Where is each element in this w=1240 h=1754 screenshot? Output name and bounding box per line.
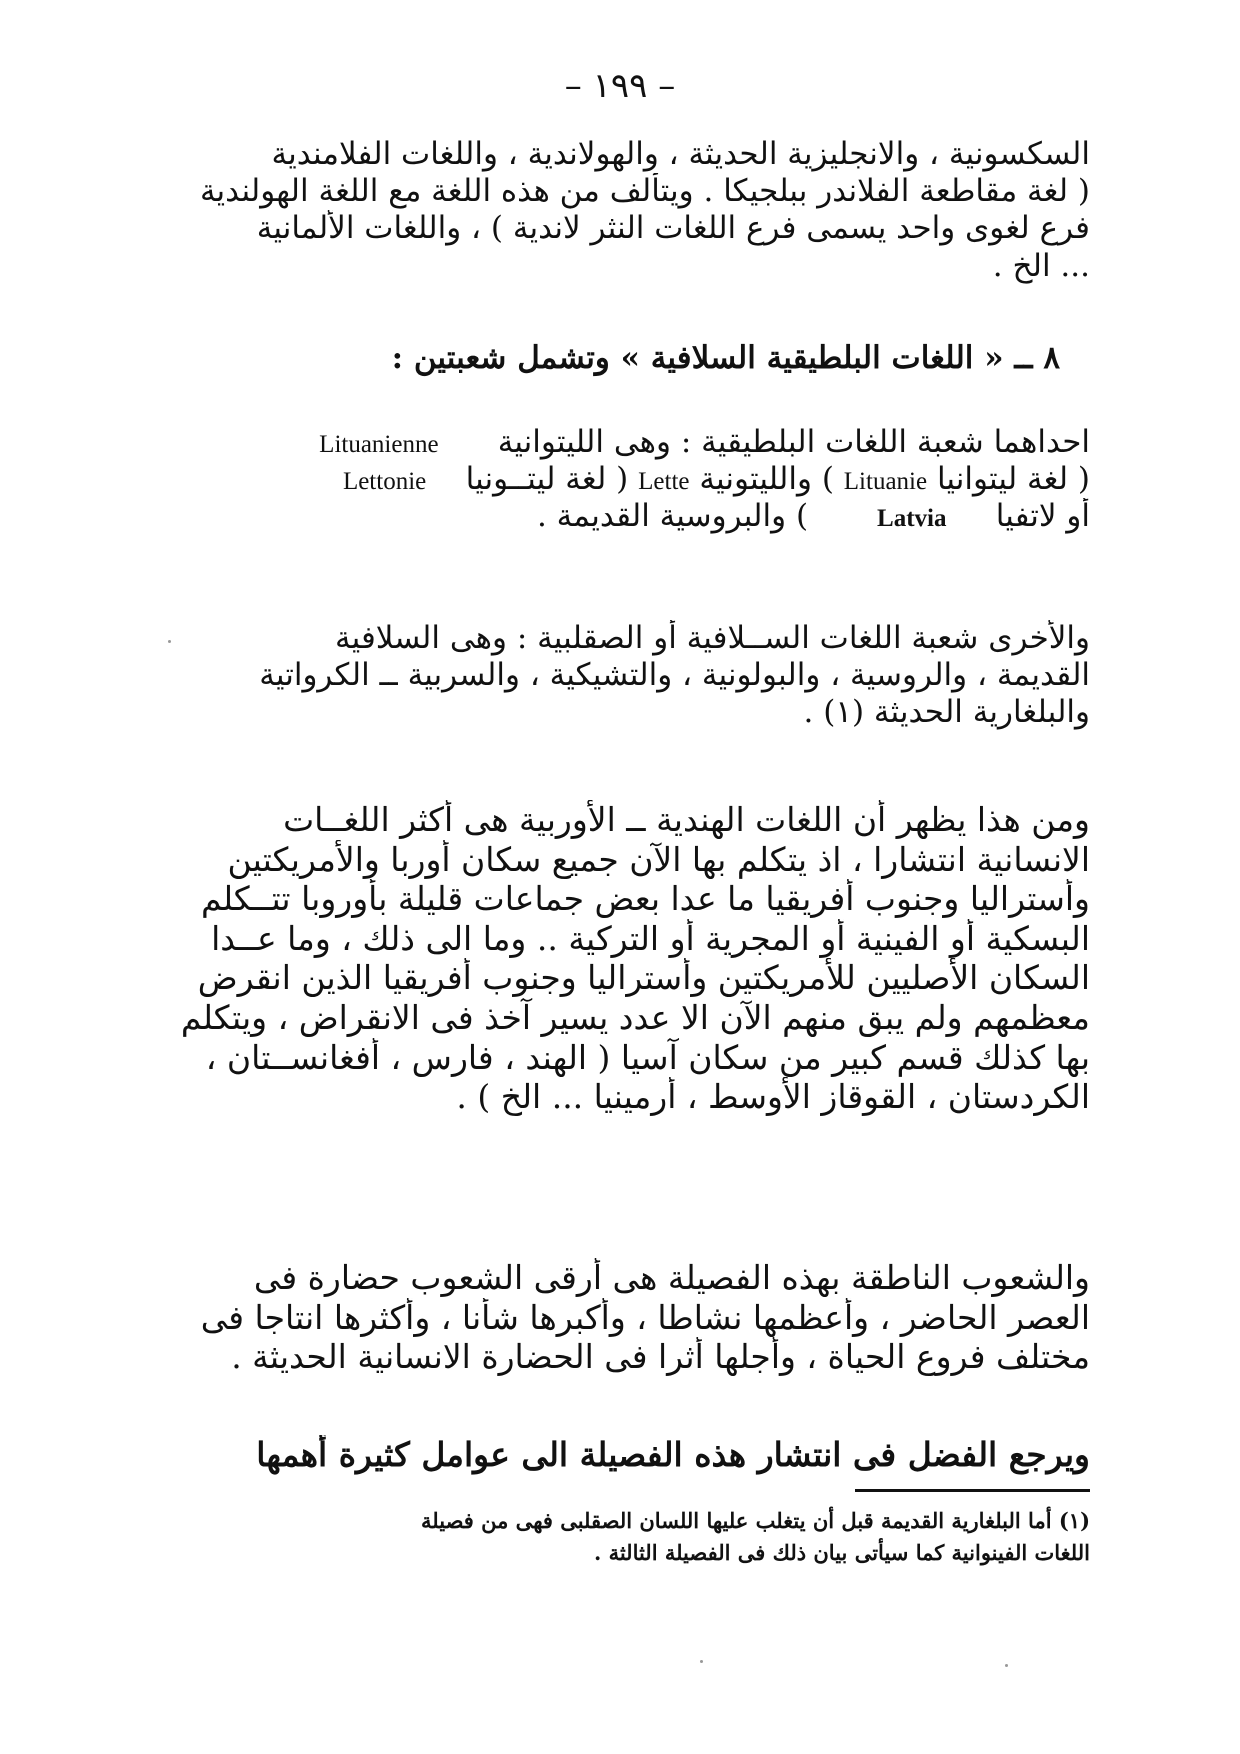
text-line: والبلغارية الحديثة (١) . (803, 694, 1090, 731)
scan-speck (168, 640, 171, 643)
latin-term: Latvia (877, 505, 947, 533)
paragraph-1 (175, 136, 1090, 285)
arabic-segment: ) والبروسية القديمة . (536, 498, 809, 535)
text-line: مختلف فروع الحياة ، وأجلها أثرا فى الحضارة الانسانية الحديثة . (231, 1337, 1090, 1377)
text-line: السكان الأصليين للأمريكتين وأستراليا وجنوب أفريقيا الذين انقرض (197, 958, 1090, 998)
text-line: والأخرى شعبة اللغات الســلافية أو الصقلبية : وهى السلافية (334, 620, 1090, 656)
footnote (175, 1505, 1090, 1568)
scan-speck (1005, 1664, 1008, 1667)
text-line: فرع لغوى واحد يسمى فرع اللغات النثر لاندية ) ، واللغات الألمانية (256, 210, 1090, 247)
paragraph-5 (175, 800, 1090, 1117)
text-line: معظمهم ولم يبق منهم الآن الا عدد يسير آخذ فى الانقراض ، ويتكلم (180, 997, 1090, 1037)
text-line: ومن هذا يظهر أن اللغات الهندية ــ الأوربية هى أكثر اللغــات (283, 800, 1090, 839)
text-line: القديمة ، والروسية ، والبولونية ، والتشيكية ، والسربية ــ الكرواتية (259, 657, 1090, 694)
text-line: البسكية أو الفينية أو المجرية أو التركية .. وما الى ذلك ، وما عــدا (211, 918, 1090, 958)
arabic-segment: أو لاتفيا (995, 498, 1090, 535)
text-line (175, 461, 1090, 498)
scan-speck (700, 1660, 703, 1663)
text-line: الانسانية انتشارا ، اذ يتكلم بها الآن جميع سكان أوربا والأمريكتين (227, 839, 1090, 879)
page-number: – ١٩٩ – (564, 66, 676, 106)
paragraph-4 (175, 620, 1090, 732)
latin-term: Lettonie (342, 468, 427, 496)
footnote-separator (855, 1489, 1090, 1492)
latin-term: Lituanie (843, 468, 928, 496)
text-line (175, 498, 1090, 535)
text-line (175, 424, 1090, 461)
text-line: ٨ ــ « اللغات البلطيقية السلافية » وتشمل شعبتين : (391, 340, 1060, 376)
text-line: ... الخ . (992, 247, 1090, 284)
text-line: ويرجع الفضل فى انتشار هذه الفصيلة الى عوامل كثيرة أهمها (256, 1435, 1090, 1474)
paragraph-2-heading (145, 340, 1060, 377)
text-line: السكسونية ، والانجليزية الحديثة ، والهولاندية ، واللغات الفلامندية (271, 136, 1090, 172)
text-line: العصر الحاضر ، وأعظمها نشاطا ، وأكبرها شأنا ، وأكثرها انتاجا فى (200, 1297, 1090, 1337)
latin-term: Lituanienne (319, 431, 439, 458)
paragraph-7 (175, 1435, 1090, 1475)
arabic-segment: ( لغة ليتــونيا (465, 461, 629, 498)
arabic-segment: ( لغة ليتوانيا (936, 461, 1090, 498)
text-line: الكردستان ، القوقاز الأوسط ، أرمينيا ... الخ ) . (456, 1077, 1090, 1117)
arabic-segment: احداهما شعبة اللغات البلطيقية : وهى الليتوانية (497, 424, 1090, 460)
footnote-line: اللغات الفينوانية كما سيأتى بيان ذلك فى الفصيلة الثالثة . (593, 1539, 1090, 1565)
text-line: وأستراليا وجنوب أفريقيا ما عدا بعض جماعات قليلة بأوروبا تتــكلم (201, 879, 1090, 919)
text-line: والشعوب الناطقة بهذه الفصيلة هى أرقى الشعوب حضارة فى (253, 1258, 1090, 1297)
text-line: بها كذلك قسم كبير من سكان آسيا ( الهند ، فارس ، أفغانســتان ، (205, 1037, 1090, 1077)
paragraph-3 (175, 424, 1090, 536)
latin-term: Lette (638, 468, 690, 496)
text-line: ( لغة مقاطعة الفلاندر ببلجيكا . ويتألف من هذه اللغة مع اللغة الهولندية (199, 173, 1090, 210)
footnote-line: (١) أما البلغارية القديمة قبل أن يتغلب عليها اللسان الصقلبى فهى من فصيلة (421, 1508, 1090, 1533)
paragraph-6 (175, 1258, 1090, 1377)
arabic-segment: ) والليتونية (699, 461, 834, 498)
